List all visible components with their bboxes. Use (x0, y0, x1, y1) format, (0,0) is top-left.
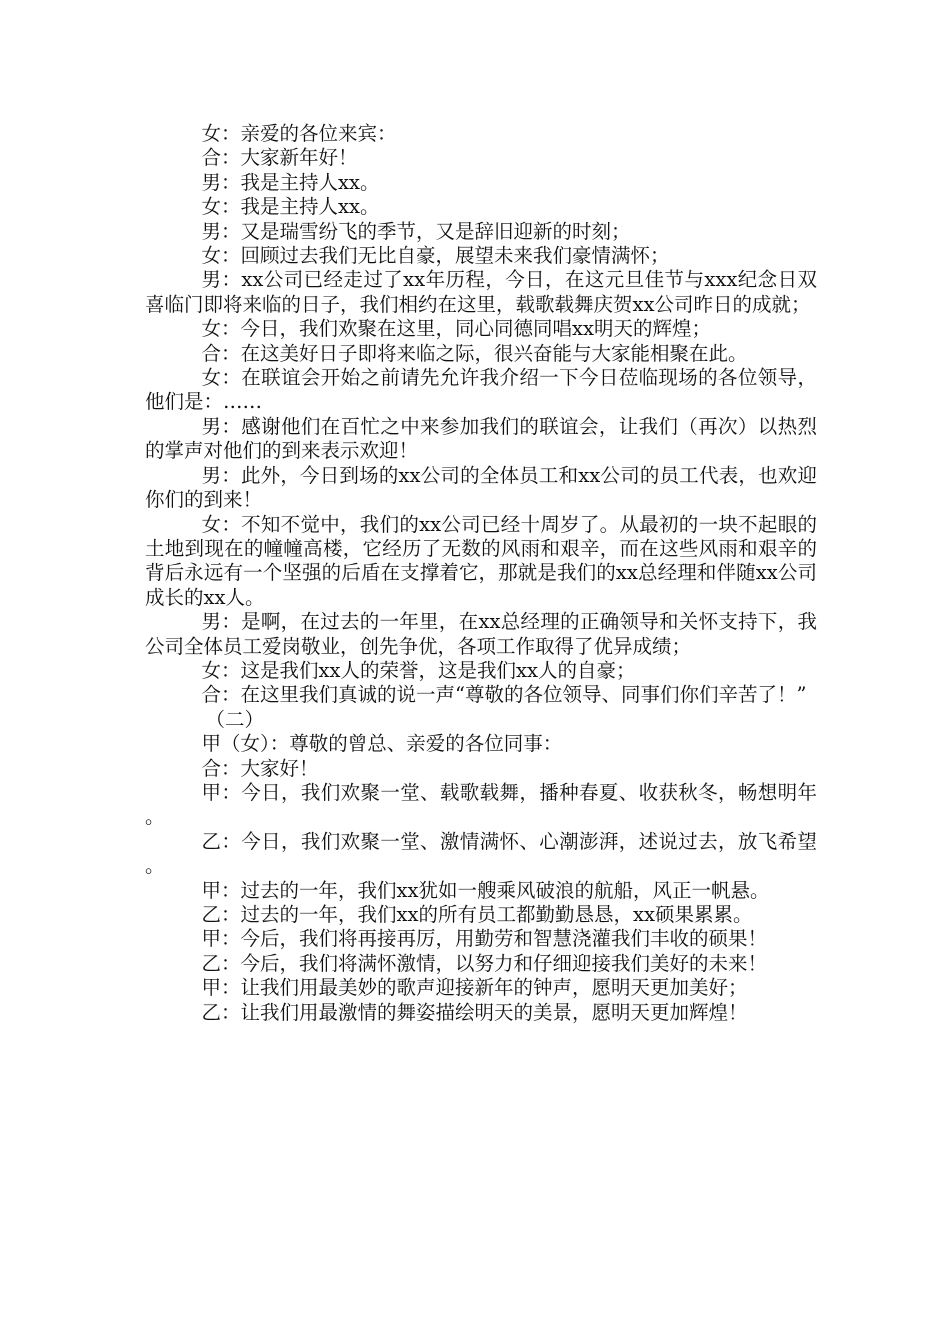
paragraph-14: 男：是啊，在过去的一年里，在xx总经理的正确领导和关怀支持下，我公司全体员工爱岗敬业，创先争优，各项工作取得了优异成绩； (145, 610, 817, 658)
paragraph-11: 男：感谢他们在百忙之中来参加我们的联谊会，让我们（再次）以热烈的掌声对他们的到来表示欢迎！ (145, 414, 817, 463)
paragraph-24: 甲：今后，我们将再接再厉，用勤劳和智慧浇灌我们丰收的硕果！ (201, 927, 768, 951)
paragraph-26: 甲：让我们用最美妙的歌声迎接新年的钟声，愿明天更加美好； (201, 976, 748, 1000)
paragraph-21: 乙：今日，我们欢聚一堂、激情满怀、心潮澎湃，述说过去，放飞希望。 (145, 829, 817, 878)
section-heading: （二） (205, 707, 264, 731)
paragraph-18: 甲（女）：尊敬的曾总、亲爱的各位同事： (201, 732, 563, 756)
paragraph-13: 女：不知不觉中，我们的xx公司已经十周岁了。从最初的一块不起眼的土地到现在的幢幢高楼，它经历了无数的风雨和艰辛，而在这些风雨和艰辛的背后永远有一个坚强的后盾在支撑着它，那就是我们的xx总经理和伴随xx公司成长的xx人。 (145, 512, 817, 609)
paragraph-15: 女：这是我们xx人的荣誉，这是我们xx人的自豪； (201, 658, 636, 682)
paragraph-23: 乙：过去的一年，我们xx的所有员工都勤勤恳恳，xx硕果累累。 (201, 903, 753, 926)
document-body (145, 122, 817, 1025)
paragraph-05: 男：又是瑞雪纷飞的季节，又是辞旧迎新的时刻； (201, 219, 631, 243)
paragraph-10: 女：在联谊会开始之前请先允许我介绍一下今日莅临现场的各位领导，他们是：…… (145, 366, 817, 414)
paragraph-01: 女：亲爱的各位来宾： (201, 122, 397, 145)
paragraph-12: 男：此外，今日到场的xx公司的全体员工和xx公司的员工代表，也欢迎你们的到来！ (145, 463, 817, 512)
paragraph-22: 甲：过去的一年，我们xx犹如一艘乘风破浪的航船，风正一帆悬。 (201, 878, 770, 902)
paragraph-09: 合：在这美好日子即将来临之际，很兴奋能与大家能相聚在此。 (201, 341, 748, 365)
paragraph-03: 男：我是主持人xx。 (201, 170, 380, 194)
paragraph-06: 女：回顾过去我们无比自豪，展望未来我们豪情满怀； (201, 244, 670, 268)
paragraph-07: 男：xx公司已经走过了xx年历程，今日，在这元旦佳节与xxx纪念日双喜临门即将来临的日子，我们相约在这里，载歌载舞庆贺xx公司昨日的成就； (145, 268, 817, 316)
paragraph-19: 合：大家好！ (201, 756, 319, 780)
paragraph-04: 女：我是主持人xx。 (201, 195, 380, 219)
paragraph-02: 合：大家新年好！ (201, 146, 358, 170)
paragraph-25: 乙：今后，我们将满怀激情，以努力和仔细迎接我们美好的未来！ (201, 951, 768, 975)
paragraph-16: 合：在这里我们真诚的说一声“尊敬的各位领导、同事们你们辛苦了！” (201, 683, 807, 707)
paragraph-27: 乙：让我们用最激情的舞姿描绘明天的美景，愿明天更加辉煌！ (201, 1000, 748, 1024)
paragraph-20: 甲：今日，我们欢聚一堂、载歌载舞，播种春夏、收获秋冬，畅想明年。 (145, 780, 817, 829)
paragraph-08: 女：今日，我们欢聚在这里，同心同德同唱xx明天的辉煌； (201, 317, 712, 341)
